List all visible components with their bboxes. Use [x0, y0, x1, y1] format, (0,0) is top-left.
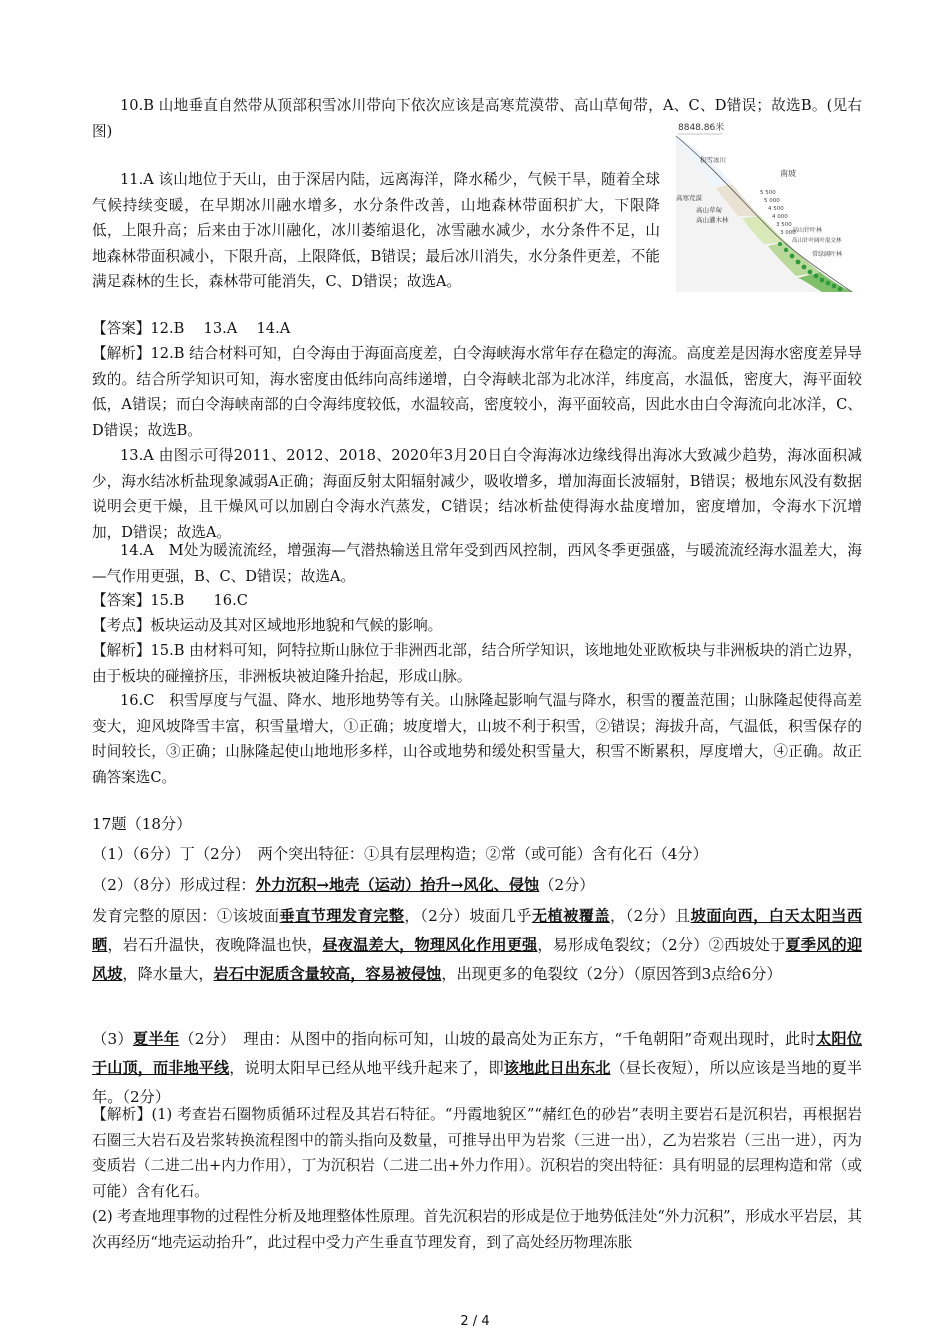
answer-key-15-16: 【答案】15.B 16.C — [92, 592, 248, 609]
highlight: 外力沉积→地壳（运动）抬升→风化、侵蚀 — [255, 876, 540, 894]
explanation-17-1: 【解析】(1) 考查岩石圈物质循环过程及其岩石特征。“丹霞地貌区”“赭红色的砂岩”表明主要岩石是沉积岩，再根据岩石圈三大岩石及岩浆转换流程图中的箭头指向及数量，可推导出甲为岩浆（三进一出），乙为岩浆岩（三出一进），丙为变质岩（二进二出+内力作用），丁为沉积岩（二进二出+外力作用）。沉积岩的突出特征：具有明显的层理构造和常（或可能）含有化石。 — [92, 1106, 862, 1200]
question-17-part1: （1）（6分）丁（2分） 两个突出特征：①具有层理构造；②常（或可能）含有化石（4分） — [92, 845, 708, 863]
zone-label: 高寒荒漠 — [676, 194, 702, 202]
peak-elevation-label: 8848.86米 — [678, 123, 725, 133]
page-number: 2 / 4 — [460, 1314, 490, 1329]
explanation-14: 14.A M处为暖流流经，增强海—气潜热输送且常年受到西风控制，西风冬季更强盛，与暖流流经海水温差大，海—气作用更强，B、C、D错误；故选A。 — [92, 542, 862, 585]
explanation-13: 13.A 由图示可得2011、2012、2018、2020年3月20日白令海海冰边缘线得出海冰大致减少趋势，海冰面积减少，海水结冰析盐现象减弱A正确；海面反射太阳辐射减少，吸收增多，增加海面长波辐射，B错误；极地东风没有数据说明会更干燥，且干燥风可以加剧白令海水汽蒸发，C错误；结冰析盐使得海水盐度增加，密度增加，令海水下沉增加，D错误；故选A。 — [92, 447, 862, 541]
highlight: 岩石中泥质含量较高，容易被侵蚀 — [213, 965, 442, 983]
vertical-zonation-figure — [672, 116, 858, 292]
elevation-tick: 4 500 — [768, 206, 784, 212]
elevation-tick: 3 000 — [780, 230, 796, 236]
question-17-part3 — [92, 1025, 862, 1112]
text-run: （2）（8分）形成过程： — [92, 876, 256, 894]
zone-label: 高山针叶阔叶混交林 — [792, 238, 842, 244]
highlight: 夏季风的迎风坡 — [92, 936, 863, 983]
text-run: ，说明太阳早已经从地平线升起来了，即 — [229, 1059, 504, 1077]
text-run: （3） — [92, 1030, 133, 1048]
elevation-tick: 5 000 — [764, 198, 780, 204]
answer-11: 11.A 该山地位于天山，由于深居内陆，远离海洋，降水稀少，气候干旱，随着全球气候持续变暖，在早期冰川融水增多，水分条件改善，山地森林带面积扩大，下限降低，上限升高；后来由于冰川融化，冰川萎缩退化，冰雪融水减少，水分条件不足，山地森林带面积减小，下限升高，上限降低，B错误；最后冰川消失，水分条件更差，不能满足森林的生长，森林带可能消失，C、D错误；故选A。 — [92, 171, 660, 290]
text-run: （2分） — [539, 876, 595, 894]
zone-label: 高山草甸 — [696, 206, 722, 214]
elevation-tick: 3 500 — [776, 222, 792, 228]
answer-10: 10.B 山地垂直自然带从顶部积雪冰川带向下依次应该是高寒荒漠带、高山草甸带，A、C、D错误；故选B。(见右图) — [92, 97, 862, 140]
explanation-15: 【解析】15.B 由材料可知，阿特拉斯山脉位于非洲西北部，结合所学知识，该地地处亚欧板块与非洲板块的消亡边界，由于板块的碰撞挤压，非洲板块被迫隆升抬起，形成山脉。 — [92, 642, 862, 685]
highlight: 昼夜温差大，物理风化作用更强 — [322, 936, 538, 954]
elevation-tick: 5 500 — [760, 190, 776, 196]
answer-key-12-14: 【答案】12.B 13.A 14.A — [92, 320, 291, 337]
zone-label: 高山针叶林 — [792, 227, 823, 234]
text-run: 发育完整的原因：①该坡面 — [92, 907, 280, 925]
zone-label: 积雪冰川 — [700, 156, 726, 164]
text-run: （2分） 理由：从图中的指向标可知，山坡的最高处为正东方，“千龟朝阳”奇观出现时，此时 — [179, 1030, 816, 1048]
highlight: 坡面向西，白天太阳当西晒 — [92, 907, 863, 954]
text-run: ，（2分）坡面几乎 — [404, 907, 532, 925]
explanation-12: 【解析】12.B 结合材料可知，白令海由于海面高度差，白令海峡海水常年存在稳定的海流。高度差是因海水密度差异导致的。结合所学知识可知，海水密度由低纬向高纬递增，白令海峡北部为北冰洋，纬度高，水温低，密度大，海平面较低，A错误；而白令海峡南部的白令海纬度较低，水温较高，密度较小，海平面较高，因此水由白令海流向北冰洋，C、D错误；故选B。 — [92, 345, 862, 439]
question-17-reasons — [92, 902, 862, 989]
text-run: ，出现更多的龟裂纹（2分）（原因答到3点给6分） — [441, 965, 782, 983]
text-run: ，降水量大， — [122, 965, 214, 983]
kaodian: 【考点】板块运动及其对区域地形地貌和气候的影响。 — [92, 617, 443, 634]
text-run: （昼长夜短），所以应该是当地的夏半年。（2分） — [92, 1059, 863, 1106]
text-run: ，岩石升温快，夜晚降温也快， — [107, 936, 323, 954]
question-17-part2 — [92, 871, 862, 900]
slope-label: 南坡 — [780, 169, 796, 178]
text-run: ，易形成龟裂纹；（2分）②西坡处于 — [537, 936, 786, 954]
explanation-16: 16.C 积雪厚度与气温、降水、地形地势等有关。山脉隆起影响气温与降水，积雪的覆盖范围；山脉隆起使得高差变大，迎风坡降雪丰富，积雪量增大，①正确；坡度增大，山坡不利于积雪，②错误；海拔升高，气温低，积雪保存的时间较长，③正确；山脉隆起使山地地形多样，山谷或地势和缓处积雪量大，积雪不断累积，厚度增大，④正确。故正确答案选C。 — [92, 692, 862, 786]
highlight: 垂直节理发育完整 — [279, 907, 405, 925]
zone-label: 常绿阔叶林 — [812, 251, 843, 258]
highlight: 无植被覆盖 — [531, 907, 610, 925]
highlight: 该地此日出东北 — [503, 1059, 611, 1077]
question-17-title: 17题（18分） — [92, 815, 192, 833]
text-run: ，（2分）且 — [610, 907, 691, 925]
elevation-tick: 4 000 — [772, 214, 788, 220]
explanation-17-2: (2) 考查地理事物的过程性分析及地理整体性原理。首先沉积岩的形成是位于地势低洼处“外力沉积”，形成水平岩层，其次再经历“地壳运动抬升”，此过程中受力产生垂直节理发育，到了高处经历物理冻胀 — [92, 1208, 862, 1251]
highlight: 夏半年 — [132, 1030, 180, 1048]
highlight: 太阳位于山顶，而非地平线 — [92, 1030, 863, 1077]
zone-label: 高山灌木林 — [696, 216, 729, 224]
